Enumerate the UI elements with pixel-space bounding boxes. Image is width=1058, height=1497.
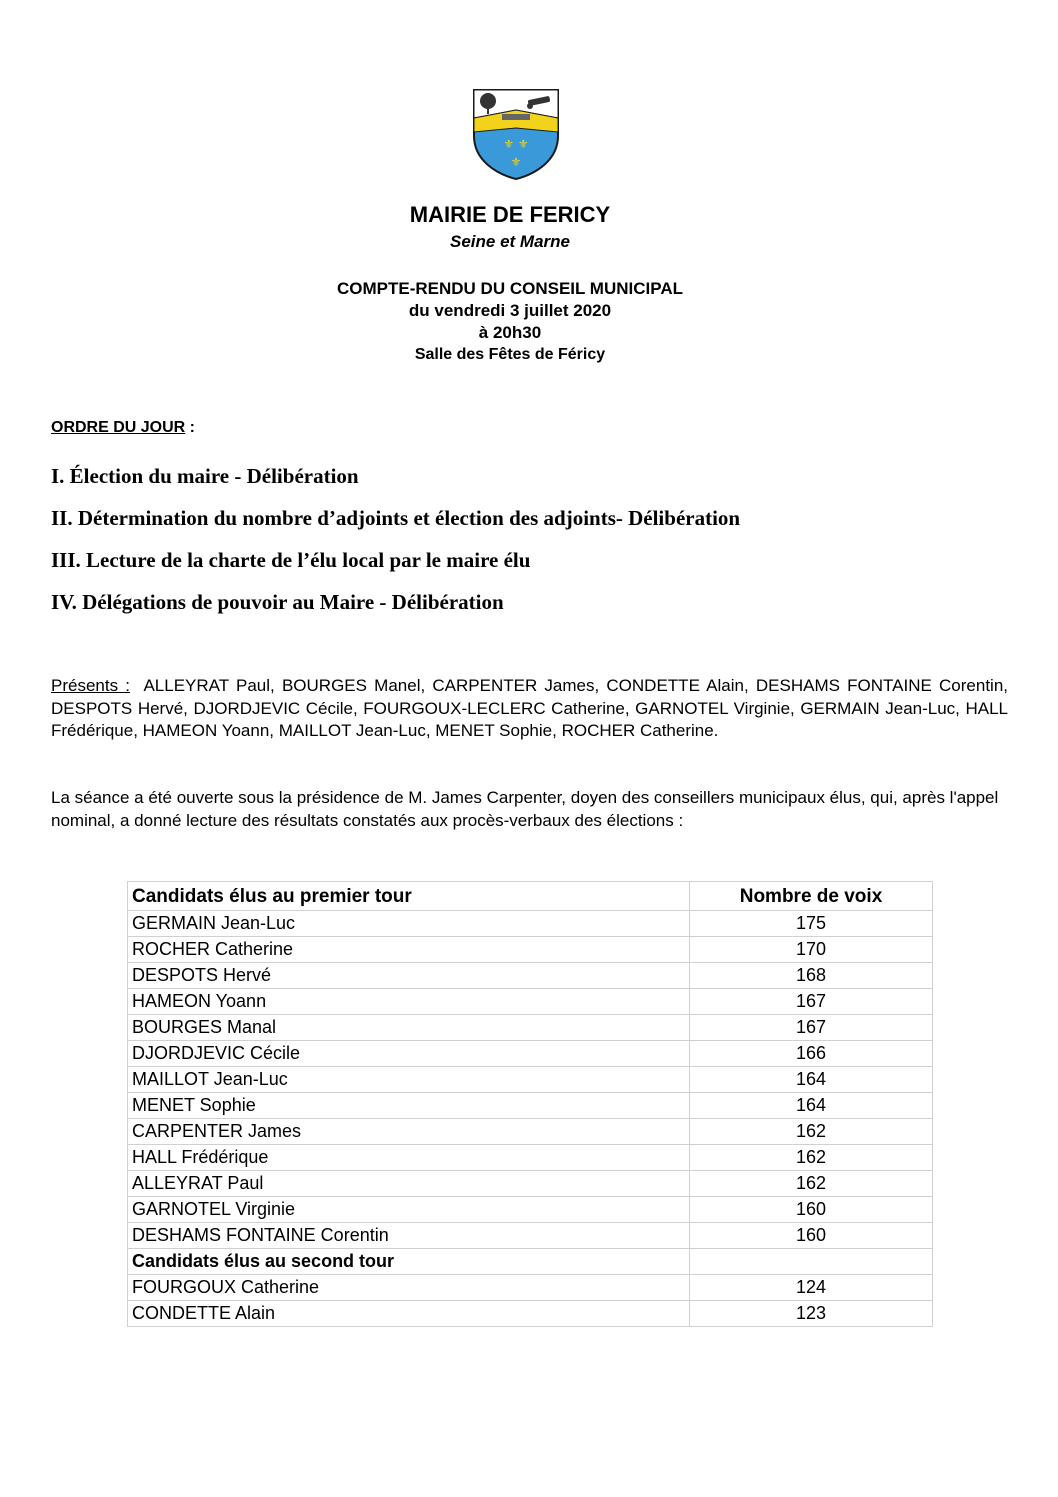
table-row bbox=[128, 937, 933, 963]
ferricy-coat-of-arms-logo bbox=[472, 88, 560, 180]
vote-count: 160 bbox=[690, 1223, 933, 1249]
candidate-name: MENET Sophie bbox=[128, 1093, 690, 1119]
ordre-du-jour-colon: : bbox=[185, 419, 196, 436]
seance-paragraph: La séance a été ouverte sous la présidence de M. James Carpenter, doyen des conseillers municipaux élus, qui, après l'appel nominal, a donné lecture des résultats constatés aux procès-verbaux des élections : bbox=[51, 788, 999, 830]
vote-count: 162 bbox=[690, 1171, 933, 1197]
vote-count: 123 bbox=[690, 1301, 933, 1327]
candidate-name: GERMAIN Jean-Luc bbox=[128, 911, 690, 937]
agenda-item: II. Détermination du nombre d’adjoints et élection des adjoints- Délibération bbox=[51, 506, 741, 530]
presents-paragraph bbox=[51, 675, 1008, 743]
agenda-list bbox=[51, 462, 740, 630]
table-row bbox=[128, 1015, 933, 1041]
table-row bbox=[128, 1301, 933, 1327]
candidate-name: CARPENTER James bbox=[128, 1119, 690, 1145]
presents-list: ALLEYRAT Paul, BOURGES Manel, CARPENTER James, CONDETTE Alain, DESHAMS FONTAINE Corentin, DESPOTS Hervé, DJORDJEVIC Cécile, FOURGOUX-LECLERC Catherine, GARNOTEL Virginie, GERMAIN Jean-Luc, HALL Frédérique, HAMEON Yoann, MAILLOT Jean-Luc, MENET Sophie, ROCHER Catherine. bbox=[51, 676, 1008, 740]
header-votes: Nombre de voix bbox=[690, 882, 933, 911]
table-body bbox=[128, 911, 933, 1327]
vote-count: 166 bbox=[690, 1041, 933, 1067]
table-row bbox=[128, 1119, 933, 1145]
presents-label: Présents : bbox=[51, 676, 131, 695]
second-round-label: Candidats élus au second tour bbox=[128, 1249, 690, 1275]
table-row bbox=[128, 963, 933, 989]
compte-rendu-time: à 20h30 bbox=[478, 323, 542, 342]
election-results-table bbox=[127, 881, 933, 1327]
table-row bbox=[128, 1093, 933, 1119]
mairie-subtitle: Seine et Marne bbox=[450, 232, 570, 251]
svg-text:⚜ ⚜: ⚜ ⚜ bbox=[503, 137, 529, 151]
compte-rendu-title: COMPTE-RENDU DU CONSEIL MUNICIPAL bbox=[337, 279, 683, 298]
candidate-name: DESPOTS Hervé bbox=[128, 963, 690, 989]
compte-rendu-heading bbox=[0, 278, 1020, 366]
empty-cell bbox=[690, 1249, 933, 1275]
candidate-name: ALLEYRAT Paul bbox=[128, 1171, 690, 1197]
table-row bbox=[128, 1067, 933, 1093]
vote-count: 162 bbox=[690, 1145, 933, 1171]
candidate-name: GARNOTEL Virginie bbox=[128, 1197, 690, 1223]
table-row bbox=[128, 1223, 933, 1249]
ordre-du-jour-text: ORDRE DU JOUR bbox=[51, 419, 186, 436]
vote-count: 167 bbox=[690, 1015, 933, 1041]
candidate-name: DJORDJEVIC Cécile bbox=[128, 1041, 690, 1067]
mairie-title: MAIRIE DE FERICY bbox=[409, 202, 611, 227]
agenda-item: IV. Délégations de pouvoir au Maire - Délibération bbox=[51, 590, 504, 614]
candidate-name: CONDETTE Alain bbox=[128, 1301, 690, 1327]
table-row bbox=[128, 1171, 933, 1197]
table-row bbox=[128, 1275, 933, 1301]
table-header-row bbox=[128, 882, 933, 911]
candidate-name: DESHAMS FONTAINE Corentin bbox=[128, 1223, 690, 1249]
candidate-name: FOURGOUX Catherine bbox=[128, 1275, 690, 1301]
vote-count: 167 bbox=[690, 989, 933, 1015]
candidate-name: HALL Frédérique bbox=[128, 1145, 690, 1171]
candidate-name: BOURGES Manal bbox=[128, 1015, 690, 1041]
vote-count: 168 bbox=[690, 963, 933, 989]
compte-rendu-date: du vendredi 3 juillet 2020 bbox=[408, 301, 612, 320]
candidate-name: HAMEON Yoann bbox=[128, 989, 690, 1015]
table-row bbox=[128, 1041, 933, 1067]
ordre-du-jour-label bbox=[51, 419, 195, 437]
vote-count: 175 bbox=[690, 911, 933, 937]
vote-count: 170 bbox=[690, 937, 933, 963]
svg-text:⚜: ⚜ bbox=[510, 155, 522, 169]
compte-rendu-venue: Salle des Fêtes de Féricy bbox=[414, 346, 606, 363]
vote-count: 160 bbox=[690, 1197, 933, 1223]
vote-count: 124 bbox=[690, 1275, 933, 1301]
table-row bbox=[128, 989, 933, 1015]
table-row bbox=[128, 1145, 933, 1171]
second-round-section-row bbox=[128, 1249, 933, 1275]
table-row bbox=[128, 1197, 933, 1223]
header-candidates: Candidats élus au premier tour bbox=[128, 882, 690, 911]
vote-count: 162 bbox=[690, 1119, 933, 1145]
table-row bbox=[128, 911, 933, 937]
vote-count: 164 bbox=[690, 1093, 933, 1119]
agenda-item: III. Lecture de la charte de l’élu local par le maire élu bbox=[51, 548, 531, 572]
vote-count: 164 bbox=[690, 1067, 933, 1093]
candidate-name: MAILLOT Jean-Luc bbox=[128, 1067, 690, 1093]
agenda-item: I. Élection du maire - Délibération bbox=[51, 464, 359, 488]
candidate-name: ROCHER Catherine bbox=[128, 937, 690, 963]
